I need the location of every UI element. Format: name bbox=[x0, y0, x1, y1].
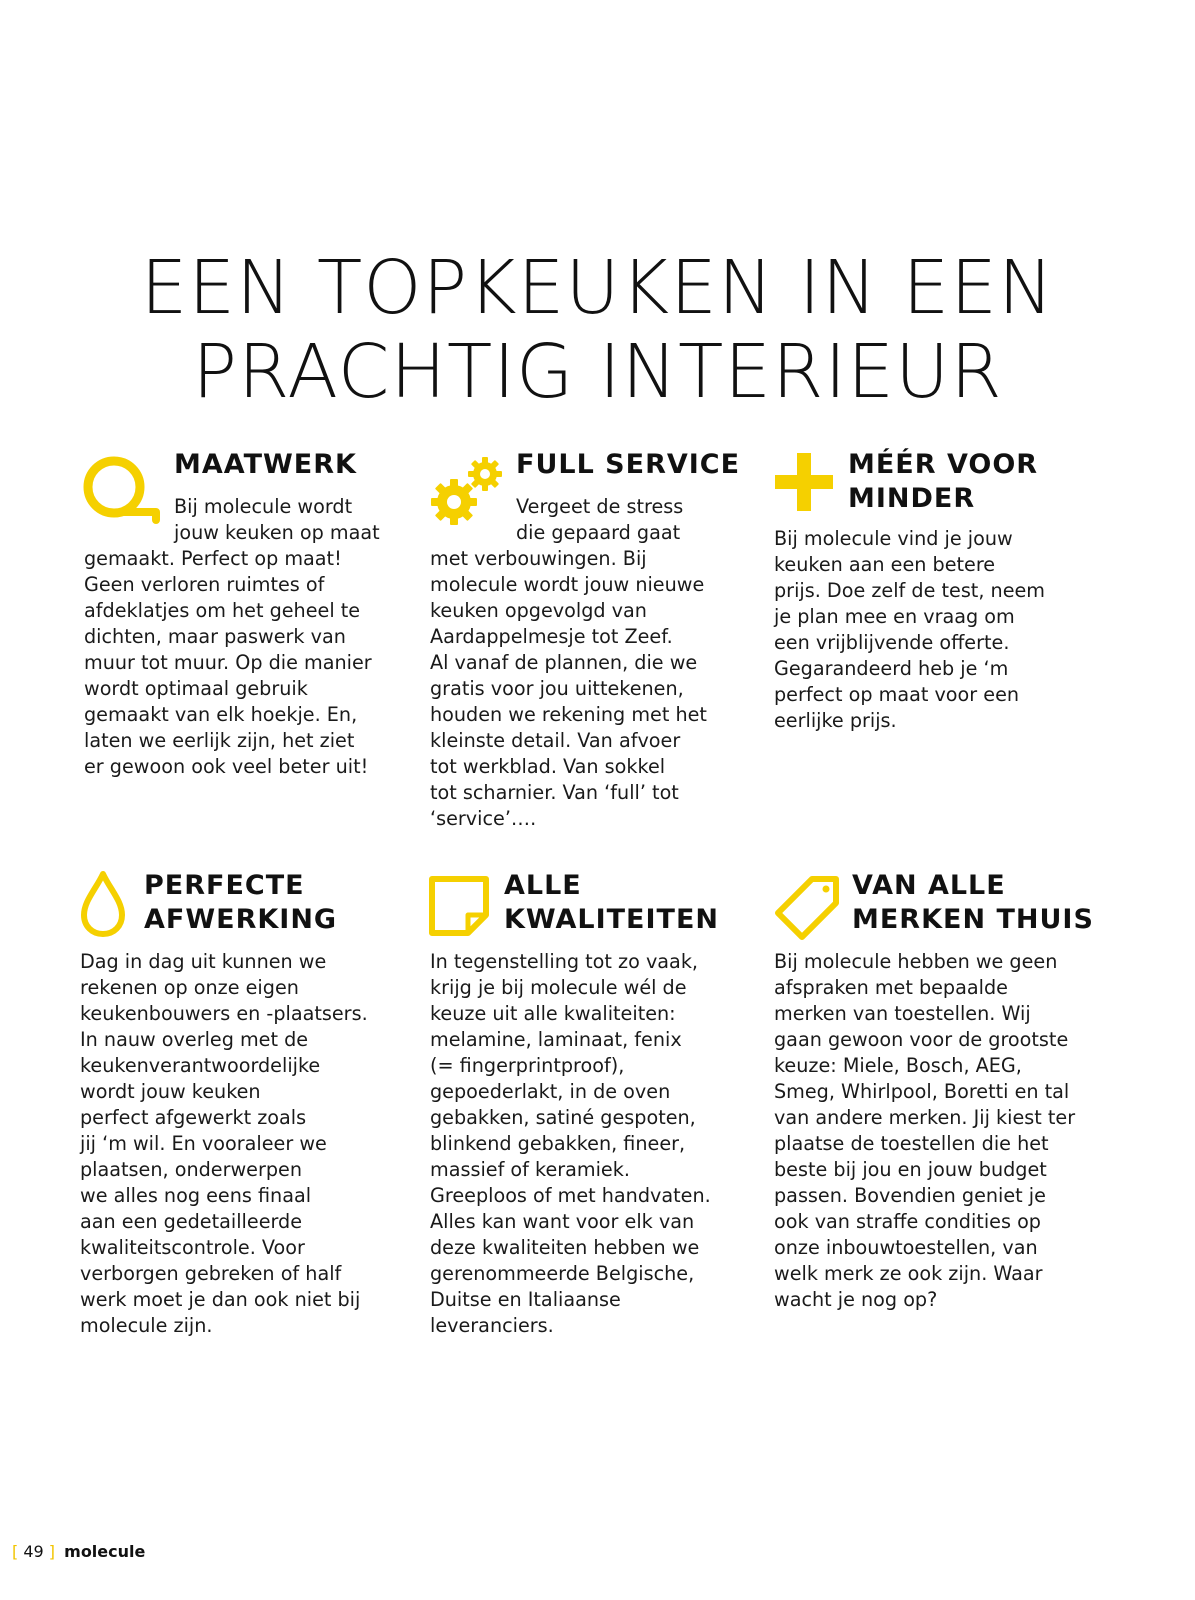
page-number: 49 bbox=[23, 1542, 44, 1561]
feature-full-service bbox=[430, 448, 765, 832]
feature-van-alle-merken-thuis bbox=[774, 869, 1109, 1313]
feature-alle-kwaliteiten bbox=[430, 869, 765, 1339]
measuring-tape-icon bbox=[82, 452, 162, 532]
feature-heading: MÉÉR VOOR MINDER bbox=[848, 449, 1039, 514]
drop-icon bbox=[78, 869, 128, 939]
sample-sheet-icon bbox=[428, 875, 490, 937]
feature-heading: MAATWERK bbox=[174, 449, 357, 480]
feature-body: Bij molecule vind je jouw keuken aan een betere prijs. Doe zelf de test, neem je plan mee en vraag om een vrijblijvende offerte. Gegarandeerd heb je ‘m perfect op maat voor een eerlijke prijs. bbox=[774, 527, 1045, 732]
page-footer bbox=[12, 1542, 145, 1562]
feature-meer-voor-minder bbox=[774, 448, 1109, 734]
feature-heading: FULL SERVICE bbox=[516, 449, 741, 480]
page-title-line-2: PRACHTIG INTERIEUR bbox=[192, 329, 1003, 415]
gears-icon bbox=[428, 452, 508, 532]
feature-body: Vergeet de stress die gepaard gaat met verbouwingen. Bij molecule wordt jouw nieuwe keuken opgevolgd van Aardappelmesje tot Zeef. Al vanaf de plannen, die we gratis voor jou uittekenen, houden we rekening met het kleinste detail. Van afvoer tot werkblad. Van sokkel tot scharnier. Van ‘full’ tot ‘service’…. bbox=[430, 495, 707, 830]
price-tag-icon bbox=[772, 873, 842, 943]
plus-icon bbox=[772, 450, 836, 514]
feature-heading: VAN ALLE MERKEN THUIS bbox=[852, 870, 1094, 935]
feature-maatwerk bbox=[84, 448, 419, 780]
feature-perfecte-afwerking bbox=[80, 869, 415, 1339]
feature-heading: ALLE KWALITEITEN bbox=[504, 870, 720, 935]
page-title bbox=[0, 246, 1195, 414]
feature-heading: PERFECTE AFWERKING bbox=[144, 870, 338, 935]
footer-bracket-close: ] bbox=[48, 1542, 56, 1561]
feature-body: Dag in dag uit kunnen we rekenen op onze eigen keukenbouwers en -plaatsers. In nauw overleg met de keukenverantwoordelijke wordt jouw keuken perfect afgewerkt zoals jij ‘m wil. En vooraleer we plaatsen, onderwerpen we alles nog eens finaal aan een gedetailleerde kwaliteitscontrole. Voor verborgen gebreken of half werk moet je dan ook niet bij molecule zijn. bbox=[80, 950, 368, 1337]
footer-brand: molecule bbox=[64, 1542, 146, 1561]
page-title-line-1: EEN TOPKEUKEN IN EEN bbox=[140, 245, 1055, 331]
feature-body: Bij molecule hebben we geen afspraken met bepaalde merken van toestellen. Wij gaan gewoon voor de grootste keuze: Miele, Bosch, AEG, Smeg, Whirlpool, Boretti en tal van andere merken. Jij kiest ter plaatse de toestellen die het beste bij jou en jouw budget passen. Bovendien geniet je ook van straffe condities op onze inbouwtoestellen, van welk merk ze ook zijn. Waar wacht je nog op? bbox=[774, 950, 1076, 1311]
feature-body: Bij molecule wordt jouw keuken op maat gemaakt. Perfect op maat! Geen verloren ruimtes of afdeklatjes om het geheel te dichten, maar paswerk van muur tot muur. Op die manier wordt optimaal gebruik gemaakt van elk hoekje. En, laten we eerlijk zijn, het ziet er gewoon ook veel beter uit! bbox=[84, 495, 380, 778]
footer-bracket-open: [ bbox=[12, 1542, 19, 1561]
feature-body: In tegenstelling tot zo vaak, krijg je bij molecule wél de keuze uit alle kwaliteiten: melamine, laminaat, fenix (= fingerprintproof), gepoederlakt, in de oven gebakken, satiné gespoten, blinkend gebakken, fineer, massief of keramiek. Greeploos of met handvaten. Alles kan want voor elk van deze kwaliteiten hebben we gerenommeerde Belgische, Duitse en Italiaanse leveranciers. bbox=[430, 950, 711, 1337]
